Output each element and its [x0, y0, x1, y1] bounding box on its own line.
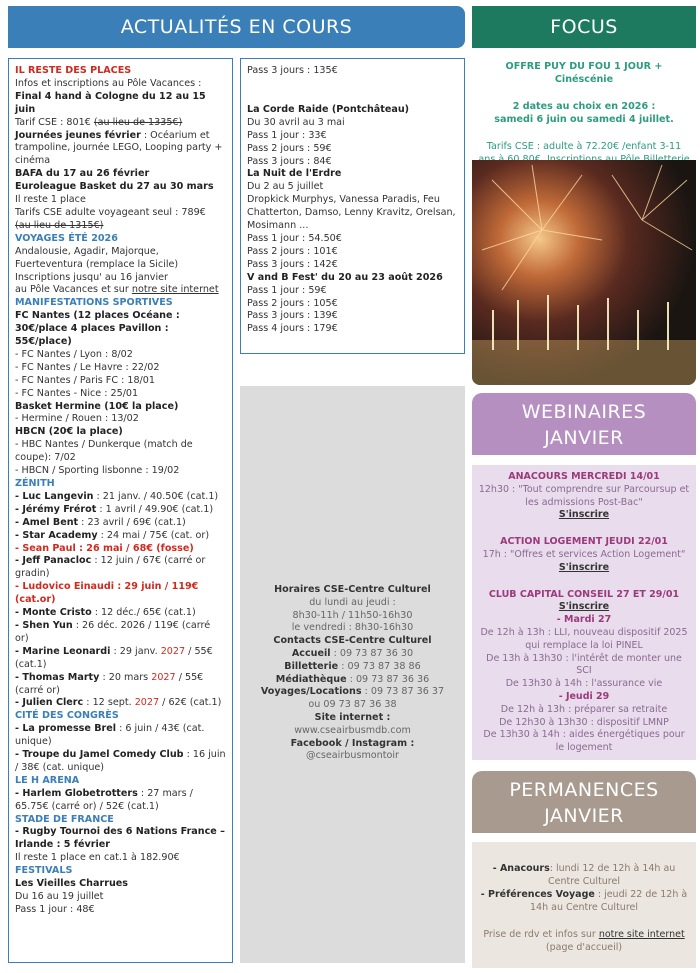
corde-title: La Corde Raide (Pontchâteau)	[247, 103, 410, 115]
vandb-title: V and B Fest' du 20 au 23 août 2026	[247, 271, 443, 283]
final4: Final 4 hand à Cologne du 12 au 15 juin	[15, 90, 206, 115]
focus-panel: OFFRE PUY DU FOU 1 JOUR + Cinéscénie 2 dates au choix en 2026 : samedi 6 juin ou samedi 4 juillet. Tarifs CSE : adulte à 72.20€ /enfant 3-11	[472, 56, 696, 158]
register-link-anacours[interactable]: S'inscrire	[558, 509, 610, 521]
euroleague: Euroleague Basket du 27 au 30 mars	[15, 181, 214, 193]
register-link-club-capital[interactable]: S'inscrire	[558, 601, 610, 613]
final4-old-price: (au lieu de 1335€)	[93, 116, 183, 128]
webinar-action-logement-title: ACTION LOGEMENT JEUDI 22/01	[500, 536, 668, 548]
euroleague-old-price: (au lieu de 1315€)	[15, 219, 104, 231]
site-link[interactable]: notre site internet	[131, 284, 219, 296]
congres-title: CITÉ DES CONGRÈS	[15, 710, 119, 722]
bafa: BAFA du 17 au 26 février	[15, 168, 150, 180]
nuit-title: La Nuit de l'Erdre	[247, 168, 342, 180]
arena-title: LE H ARENA	[15, 774, 80, 786]
webinar-anacours-title: ANACOURS MERCREDI 14/01	[508, 471, 660, 482]
webinaires-panel: ANACOURS MERCREDI 14/01 12h30 : "Tout comprendre sur Parcoursup et les admissions Post-Bac" S'inscrire ACTION LOGEMENT JEUDI 22/01 17h : "Offres et services Action Logement" S'inscrire CLUB CAPITAL CONSEIL 27 ET 29/01 S'inscrire - Mardi 27 De 12h à 13h : LLI, nouveau dispositif 2025 qui remplace la loi PINEL De 13h à 13h30 : l'intérêt de monter une SCI De 13h30 à 14h : l'assurance vie - Jeudi 29 De 12h à 13h : préparer sa retraite De 12h30 à 13h30 : dispositif LMNP De 13h30 à 14h : aides énergétiques pour le logement	[472, 465, 696, 760]
places-title: IL RESTE DES PLACES	[15, 65, 132, 76]
zenith-title: ZÉNITH	[15, 478, 55, 489]
fireworks-image	[472, 160, 696, 385]
focus-offer: OFFRE PUY DU FOU 1 JOUR + Cinéscénie	[505, 61, 663, 85]
jeunes-title: Journées jeunes février	[15, 129, 141, 141]
webinaires-header: WEBINAIRES JANVIER	[472, 393, 696, 455]
focus-header	[472, 6, 696, 48]
places-intro: Infos et inscriptions au Pôle Vacances :	[15, 77, 202, 89]
voyages-title: VOYAGES ÉTÉ 2026	[15, 232, 118, 244]
festivals-title: FESTIVALS	[15, 865, 73, 877]
permanences-header: PERMANENCES JANVIER	[472, 771, 696, 833]
register-link-action-logement[interactable]: S'inscrire	[558, 561, 610, 573]
fireworks-photo	[472, 160, 696, 385]
webinar-club-capital-title: CLUB CAPITAL CONSEIL 27 ET 29/01	[488, 588, 680, 600]
social-handle[interactable]: @cseairbusmontoir	[306, 750, 399, 762]
sdf-title: STADE DE FRANCE	[15, 813, 114, 825]
contact-info-box: Horaires CSE-Centre Culturel du lundi au jeudi : 8h30-11h / 11h50-16h30 le vendredi : 8h30-16h30 Contacts CSE-Centre Culturel Accueil : 09 73 87 36 30 Billetterie : 09 73 87 38 86 Médiathèque : 09 73 87 36 36 Voyages/Locations : 09 73 87 36 37 ou 09 73 87 36 38 Site internet : www.cseairbusmdb.com Facebook / Instagram : @cseairbusmontoir	[240, 386, 465, 963]
site-url[interactable]: www.cseairbusmdb.com	[294, 724, 411, 736]
actualites-left-column: IL RESTE DES PLACES Infos et inscriptions au Pôle Vacances : Final 4 hand à Cologne du 12 au 15 juin Tarif CSE : 801€ (au lieu de 1335€) Journées jeunes février : Océarium et trampoline, journée LEGO, Looping party + cinéma BAFA du 17 au 26 février Euroleague Basket du 27 au 30 mars Il reste 1 place Tarifs CSE adulte voyageant seul : 789€ (au lieu de 1315€) VOYAGES ÉTÉ 2026 Andalousie, Agadir, Majorque, Fuerteventura (remplace la Sicile) Inscriptions jusqu' au 16 janvier au Pôle Vacances et sur notre site internet MANIFESTATIONS SPORTIVES FC Nantes (12 places Océane : 30€/place 4 places Pavillon : 55€/place) - FC Nantes / Lyon : 8/02 - FC Nantes / Le Havre : 22/02 - FC Nantes / Paris FC : 18/01 - FC Nantes - Nice : 25/01 Basket Hermine (10€ la place) - Hermine / Rouen : 13/02 HBCN (20€ la place) - HBC Nantes / Dunkerque (match de coupe): 7/02 - HBCN / Sporting lisbonne : 19/02 ZÉNITH - Luc Langevin : 21 janv. / 40.50€ (cat.1) - Jérémy Frérot : 1 avril / 49.90€ (cat.1) - Amel Bent : 23 avril / 69€ (cat.1) - Star Academy : 24 mai / 75€ (cat. or) - Sean Paul : 26 mai / 68€ (fosse) - Jeff Panacloc : 12 juin / 67€ (carré or gradin) - Ludovico Einaudi : 29 juin / 119€ (cat.or) - Monte Cristo : 12 déc./ 65€ (cat.1) - Shen Yun : 26 déc. 2026 / 119€ (carré or) - Marine Leonardi : 29 janv. 2027 / 55€ (cat.1) - Thomas Marty : 20 mars 2027 / 55€ (carré or) - Julien Clerc : 12 sept. 2027 / 62€ (cat.1) CITÉ DES CONGRÈS - La promesse Brel : 6 juin / 43€ (cat. unique) - Troupe du Jamel Comedy Club : 16 juin / 38€ (cat. unique) LE H ARENA - Harlem Globetrotters : 27 mars / 65.75€ (carré or) / 52€ (cat.1) STADE DE FRANCE - Rugby Tournoi des 6 Nations France – Irlande : 5 février Il reste 1 place en cat.1 à 182.90€ FESTIVALS Les Vieilles Charrues Du 16 au 19 juillet Pass 1 jour : 48€	[8, 58, 233, 963]
focus-title: FOCUS	[550, 16, 618, 38]
permanences-panel: - Anacours: lundi 12 de 12h à 14h au Centre Culturel - Préférences Voyage : jeudi 22 de 12h à 14h au Centre Culturel Prise de rdv et infos sur notre site internet (page d'accueil)	[472, 842, 696, 968]
actualites-title: ACTUALITÉS EN COURS	[120, 16, 353, 38]
sport-title: MANIFESTATIONS SPORTIVES	[15, 297, 173, 309]
actualites-middle-column: Pass 3 jours : 135€ La Corde Raide (Pontchâteau) Du 30 avril au 3 mai Pass 1 jour : 33€ Pass 2 jours : 59€ Pass 3 jours : 84€ La Nuit de l'Erdre Du 2 au 5 juillet Dropkick Murphys, Vanessa Paradis, Feu Chatterton, Damso, Lenny Kravitz, Orelsan, Mosimann ... Pass 1 jour : 54.50€ Pass 2 jours : 101€ Pass 3 jours : 142€ V and B Fest' du 20 au 23 août 2026 Pass 1 jour : 59€ Pass 2 jours : 105€ Pass 3 jours : 139€ Pass 4 jours : 179€	[240, 58, 465, 354]
permanences-site-link[interactable]: notre site internet	[598, 929, 685, 940]
actualites-header	[8, 6, 465, 48]
